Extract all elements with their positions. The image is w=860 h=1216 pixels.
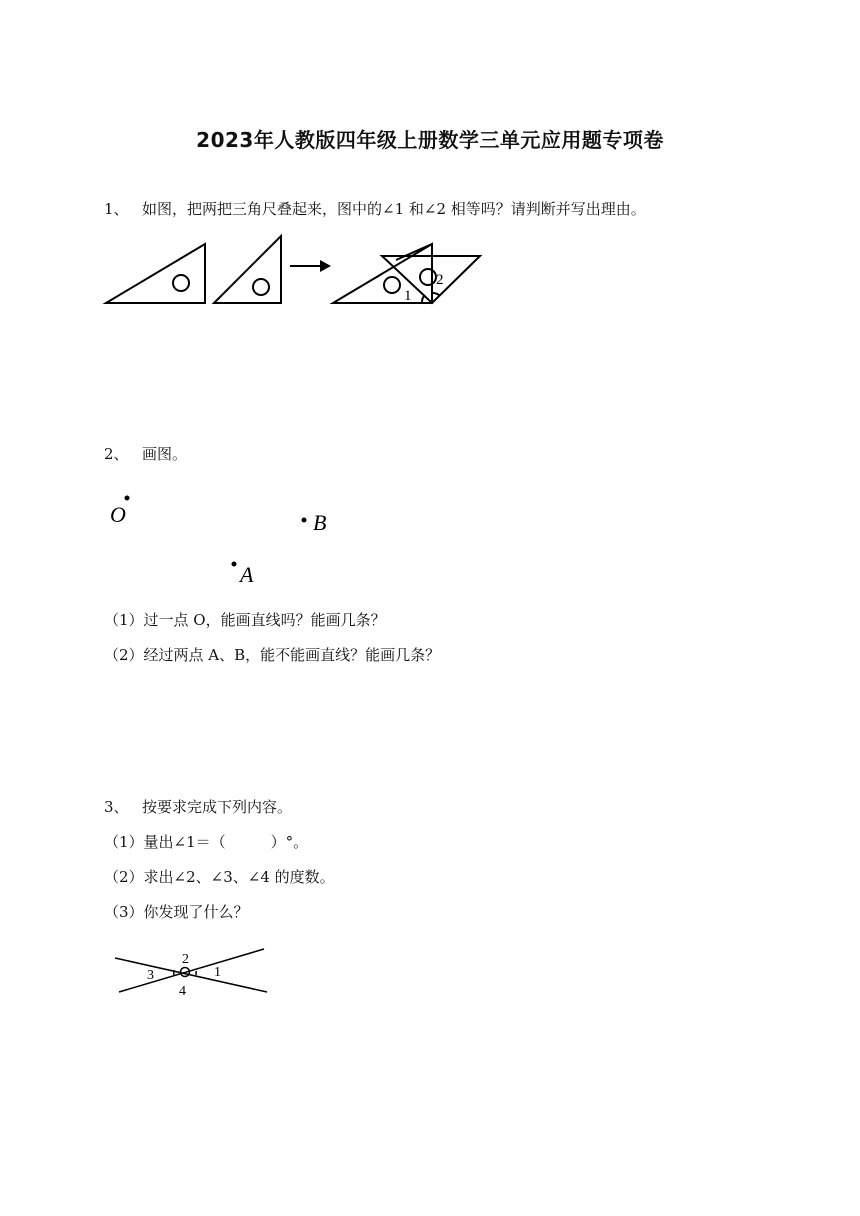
question-3-sub-2: （2）求出∠2、∠3、∠4 的度数。 xyxy=(104,868,335,886)
angle-2-arc xyxy=(432,293,440,296)
angle-1-arc xyxy=(422,295,425,303)
q2-points-figure xyxy=(0,480,860,600)
question-3 xyxy=(104,797,292,817)
question-1-number: 1、 xyxy=(104,200,129,218)
ruler-left-30-60 xyxy=(106,244,205,303)
stacked-ruler-hole-2 xyxy=(420,269,436,285)
ruler-right-45 xyxy=(214,236,281,303)
angle-1-label: 1 xyxy=(404,288,412,304)
ruler-left-hole xyxy=(173,275,189,291)
question-1-text: 如图，把两把三角尺叠起来，图中的∠1 和∠2 相等吗？请判断并写出理由。 xyxy=(142,200,646,218)
question-2-sub-1: （1）过一点 O，能画直线吗？能画几条？ xyxy=(104,611,386,629)
stacked-ruler-upper-edge xyxy=(396,244,432,260)
ruler-right-hole xyxy=(253,279,269,295)
question-2-sub-2: （2）经过两点 A、B，能不能画直线？能画几条？ xyxy=(104,646,441,664)
q1-triangle-rulers-figure xyxy=(0,0,860,330)
question-3-sub-1: （1）量出∠1＝（ ）°。 xyxy=(104,833,309,851)
question-3-text: 按要求完成下列内容。 xyxy=(142,798,293,816)
question-2-text: 画图。 xyxy=(142,445,188,463)
question-3-sub-3: （3）你发现了什么？ xyxy=(104,903,249,921)
line-b xyxy=(119,949,264,992)
arrow-head xyxy=(320,260,331,272)
angle-2-label: 2 xyxy=(436,272,444,288)
angle-3-label: 3 xyxy=(147,968,154,983)
stacked-ruler-hole-1 xyxy=(384,277,400,293)
stacked-ruler-bottom xyxy=(333,244,432,303)
point-a-dot xyxy=(232,562,237,567)
point-b-dot xyxy=(302,518,307,523)
angle-2-label: 2 xyxy=(182,952,189,967)
point-b-label: B xyxy=(313,510,327,535)
question-2 xyxy=(104,444,187,464)
question-3-number: 3、 xyxy=(104,798,129,816)
point-o-label: O xyxy=(110,502,126,527)
question-2-number: 2、 xyxy=(104,445,129,463)
point-o-dot xyxy=(125,496,130,501)
page-title: 2023年人教版四年级上册数学三单元应用题专项卷 xyxy=(196,128,664,152)
angle-4-label: 4 xyxy=(179,984,186,999)
point-a-label: A xyxy=(240,562,254,587)
q3-intersecting-lines-figure xyxy=(0,940,860,1010)
angle-1-label: 1 xyxy=(214,965,221,980)
